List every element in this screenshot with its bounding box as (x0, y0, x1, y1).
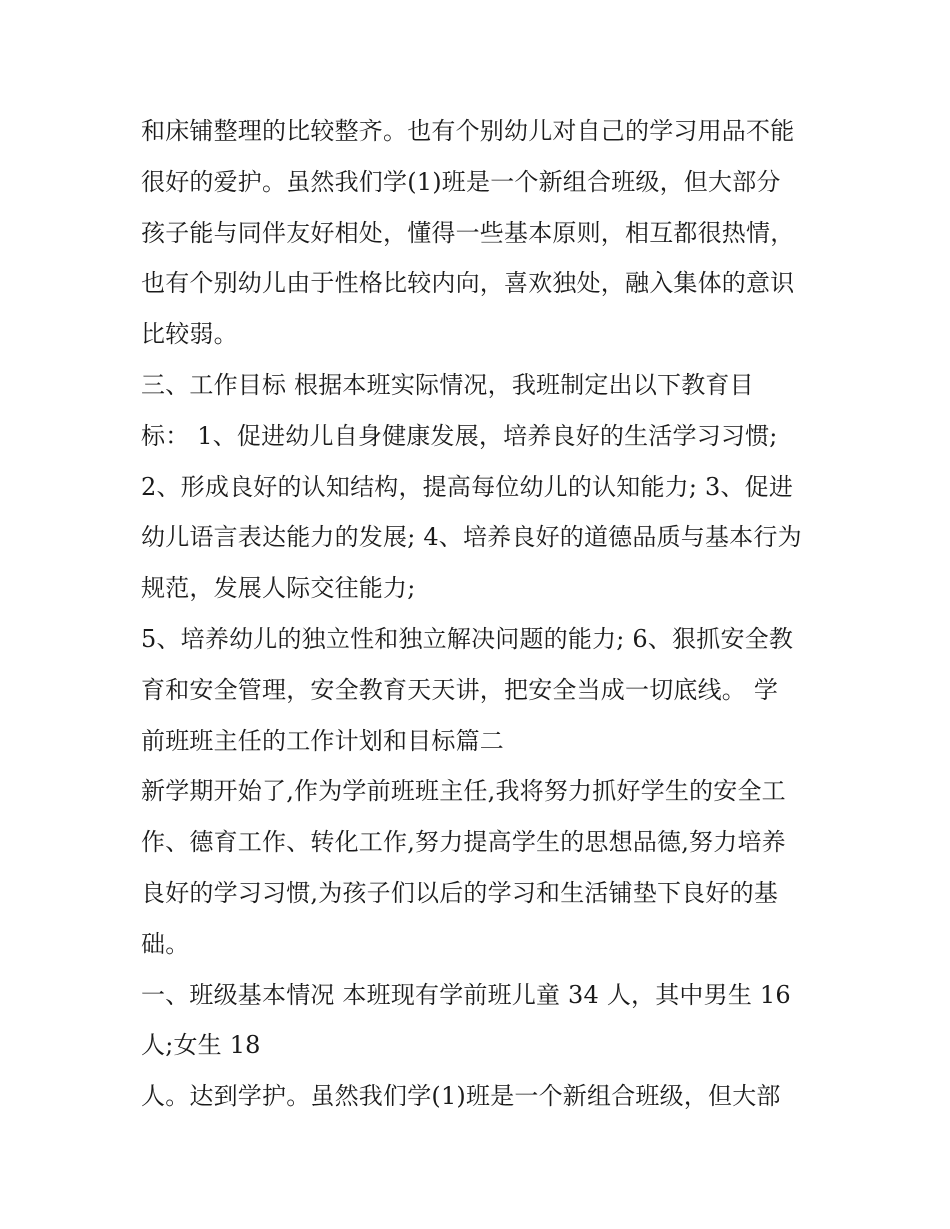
text-line: 规范，发展人际交往能力; (141, 574, 416, 603)
text-line: 幼儿语言表达能力的发展; 4、培养良好的道德品质与基本行为 (141, 523, 802, 552)
text-line: 一、班级基本情况 本班现有学前班儿童 34 人，其中男生 16 (141, 980, 791, 1009)
text-line: 2、形成良好的认知结构，提高每位幼儿的认知能力; 3、促进 (141, 472, 794, 501)
text-line: 很好的爱护。虽然我们学(1)班是一个新组合班级，但大部分 (141, 167, 781, 196)
text-line: 础。 (141, 929, 190, 958)
text-line: 标： 1、促进幼儿自身健康发展，培养良好的生活学习习惯; (141, 421, 778, 450)
document-body (141, 106, 821, 1122)
text-line: 和床铺整理的比较整齐。也有个别幼儿对自己的学习用品不能 (141, 117, 795, 145)
text-line: 人;女生 18 (141, 1031, 261, 1060)
text-line: 比较弱。 (141, 320, 238, 349)
text-line: 良好的学习习惯,为孩子们以后的学习和生活铺垫下良好的基 (141, 878, 779, 907)
text-line: 人。达到学护。虽然我们学(1)班是一个新组合班级，但大部 (141, 1082, 781, 1111)
text-line: 育和安全管理，安全教育天天讲，把安全当成一切底线。 学 (141, 675, 779, 704)
text-line: 作、德育工作、转化工作,努力提高学生的思想品德,努力培养 (141, 828, 786, 857)
text-line: 也有个别幼儿由于性格比较内向，喜欢独处，融入集体的意识 (141, 269, 795, 298)
text-line: 前班班主任的工作计划和目标篇二 (141, 726, 504, 755)
text-line: 新学期开始了,作为学前班班主任,我将努力抓好学生的安全工 (141, 777, 786, 806)
text-line: 5、培养幼儿的独立性和独立解决问题的能力; 6、狠抓安全教 (141, 624, 794, 653)
text-line: 孩子能与同伴友好相处，懂得一些基本原则，相互都很热情， (141, 218, 795, 247)
text-line: 三、工作目标 根据本班实际情况，我班制定出以下教育目 (141, 370, 754, 399)
